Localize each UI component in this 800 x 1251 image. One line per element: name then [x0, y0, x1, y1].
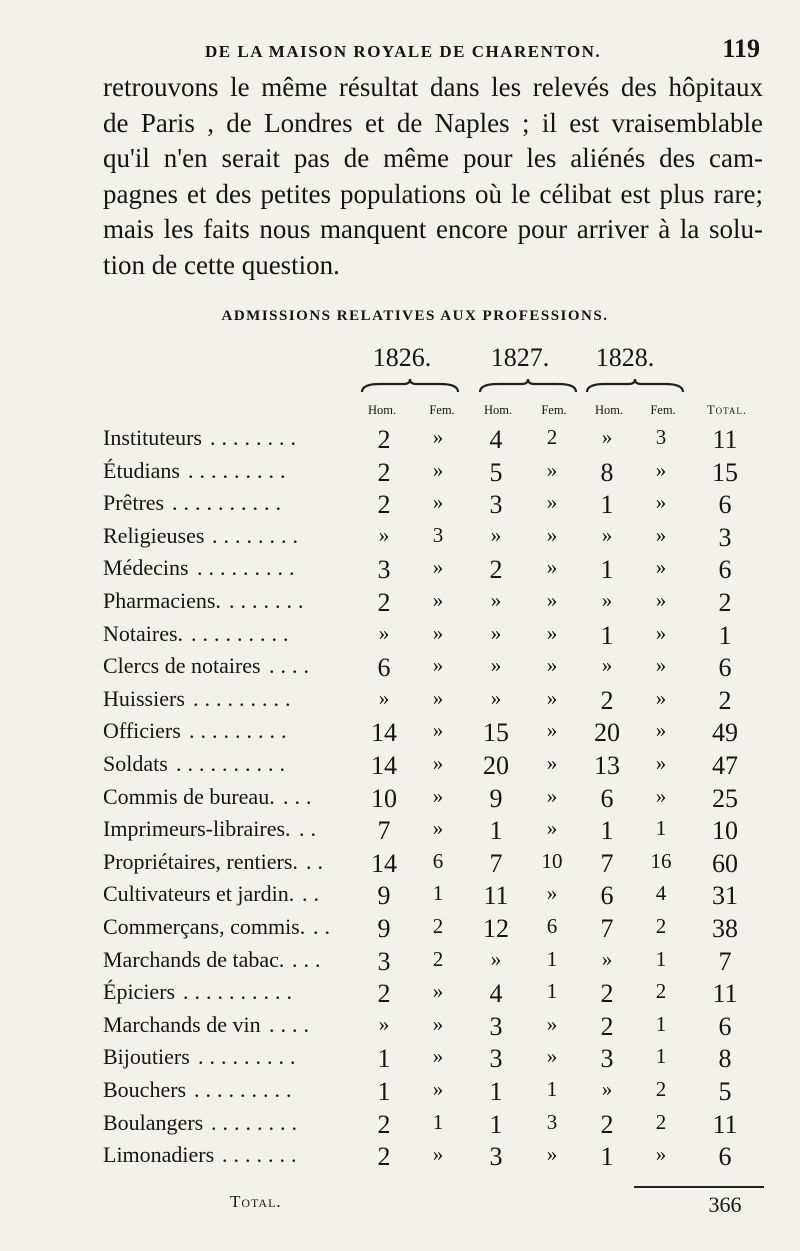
row-total-cell: 31	[712, 881, 738, 911]
table-row	[0, 784, 800, 816]
row-total-cell: 11	[712, 979, 738, 1009]
table-row	[0, 1044, 800, 1076]
table-cell: 2	[377, 457, 391, 487]
row-label: Soldats	[103, 751, 168, 776]
table-cell: 9	[377, 914, 391, 943]
total-value: 366	[708, 1192, 742, 1217]
row-label: Notaires.	[103, 620, 184, 646]
table-cell: »	[432, 588, 444, 612]
table-cell: 2	[377, 588, 391, 617]
table-cell: »	[432, 620, 444, 645]
table-cell: 1	[546, 1077, 558, 1101]
row-label: Imprimeurs-libraires.	[103, 816, 291, 842]
table-cell: 14	[371, 751, 397, 780]
row-total-cell: 11	[712, 1109, 738, 1139]
year-1827: 1827.	[490, 343, 550, 372]
table-cell: 1	[432, 881, 444, 906]
leader-dots: ........	[210, 425, 302, 450]
table-cell: »	[432, 751, 444, 775]
row-total-cell: 47	[712, 751, 738, 780]
table-cell: »	[655, 555, 667, 580]
table-cell: 3	[600, 1044, 614, 1074]
table-row	[0, 588, 800, 620]
table-row	[0, 914, 800, 946]
table-cell: »	[601, 946, 613, 971]
leader-dots: .........	[188, 457, 292, 483]
table-cell: 2	[432, 946, 444, 971]
table-row	[0, 718, 800, 750]
table-cell: »	[432, 1077, 444, 1101]
table-cell: »	[655, 718, 667, 743]
leader-dots: .......	[229, 588, 310, 613]
row-total-cell: 6	[718, 555, 732, 585]
table-cell: »	[378, 1011, 390, 1036]
column-header-total: Total.	[706, 403, 748, 417]
table-cell: 2	[377, 425, 391, 454]
table-cell: 2	[377, 1109, 391, 1139]
table-cell: »	[546, 457, 558, 482]
row-label: Limonadiers	[103, 1142, 215, 1168]
leader-dots: .........	[198, 1044, 302, 1070]
column-header: Hom.	[483, 403, 513, 417]
table-cell: »	[432, 1044, 444, 1069]
table-row	[0, 490, 800, 522]
table-cell: »	[490, 685, 502, 710]
table-cell: »	[546, 653, 558, 678]
table-cell: 1	[600, 490, 614, 520]
row-total-cell: 2	[718, 588, 732, 617]
table-row	[0, 686, 800, 718]
table-cell: 1	[655, 1011, 667, 1036]
table-cell: »	[546, 685, 558, 710]
leader-dots: ........	[211, 1109, 303, 1135]
brace-icon	[360, 378, 460, 396]
row-label: Commerçans, commis.	[103, 914, 306, 939]
table-cell: 6	[432, 848, 444, 873]
table-cell: »	[546, 1044, 558, 1069]
table-cell: 2	[377, 979, 391, 1009]
body-paragraph	[103, 70, 763, 283]
row-total-cell: 8	[718, 1044, 732, 1074]
table-cell: 1	[655, 816, 667, 841]
row-label: Prêtres	[103, 490, 165, 516]
table-row	[0, 947, 800, 979]
table-title: ADMISSIONS RELATIVES AUX PROFESSIONS.	[221, 308, 609, 324]
paragraph-line: tion de cette question.	[103, 249, 340, 280]
row-label: Propriétaires, rentiers.	[103, 848, 298, 874]
table-cell: 1	[546, 946, 558, 971]
table-cell: »	[546, 751, 558, 775]
table-cell: »	[432, 816, 444, 841]
row-label: Boulangers	[103, 1109, 204, 1135]
table-cell: 14	[371, 848, 397, 878]
table-cell: »	[490, 946, 502, 971]
leader-dots: ..	[299, 816, 322, 842]
table-row	[0, 849, 800, 881]
table-cell: 15	[483, 718, 509, 748]
table-cell: 2	[655, 979, 667, 1004]
table-cell: »	[546, 718, 558, 743]
table-cell: »	[601, 522, 613, 547]
table-cell: 3	[432, 522, 444, 547]
table-cell: 2	[377, 1142, 391, 1172]
table-cell: 1	[600, 620, 614, 650]
table-cell: »	[655, 685, 667, 710]
row-total-cell: 6	[718, 1142, 732, 1172]
table-row	[0, 881, 800, 913]
table-cell: »	[655, 653, 667, 678]
table-cell: 4	[489, 979, 503, 1009]
table-row	[0, 523, 800, 555]
table-cell: 1	[600, 1142, 614, 1172]
table-row	[0, 458, 800, 490]
leader-dots: ..	[302, 881, 325, 907]
table-cell: »	[655, 1142, 667, 1167]
year-1826: 1826.	[372, 343, 432, 372]
table-row	[0, 1142, 800, 1174]
table-cell: 3	[489, 1142, 503, 1172]
column-header: Fem.	[541, 403, 567, 417]
table-cell: 3	[655, 425, 667, 449]
table-cell: »	[432, 1011, 444, 1036]
table-cell: 2	[377, 490, 391, 520]
leader-dots: ..	[306, 848, 329, 874]
leader-dots: .........	[189, 718, 293, 744]
leader-dots: .........	[194, 1077, 298, 1102]
leader-dots: .......	[222, 1142, 303, 1168]
table-cell: »	[655, 620, 667, 645]
table-cell: »	[601, 1077, 613, 1101]
table-cell: »	[546, 1011, 558, 1036]
table-cell: 2	[655, 914, 667, 938]
table-cell: 7	[489, 848, 503, 878]
row-total-cell: 6	[718, 653, 732, 683]
table-cell: »	[655, 783, 667, 808]
table-cell: 7	[600, 914, 614, 943]
row-label: Officiers	[103, 718, 181, 744]
row-total-cell: 38	[712, 914, 738, 943]
row-label: Bouchers	[103, 1077, 187, 1102]
table-cell: »	[655, 457, 667, 482]
row-total-cell: 60	[712, 848, 738, 878]
row-total-cell: 10	[712, 816, 738, 846]
total-label: Total.	[230, 1192, 282, 1211]
table-cell: 1	[600, 555, 614, 585]
row-total-cell: 15	[712, 457, 738, 487]
table-row	[0, 653, 800, 685]
table-cell: 1	[377, 1044, 391, 1074]
table-cell: »	[378, 620, 390, 645]
table-cell: 13	[594, 751, 620, 780]
leader-dots: .........	[193, 685, 297, 711]
table-cell: »	[601, 653, 613, 678]
table-row	[0, 979, 800, 1011]
row-total-cell: 2	[718, 685, 732, 715]
table-cell: 2	[655, 1077, 667, 1101]
table-cell: »	[490, 653, 502, 678]
table-cell: »	[490, 588, 502, 612]
table-cell: »	[490, 522, 502, 547]
column-header: Fem.	[429, 403, 455, 417]
table-cell: 6	[600, 783, 614, 813]
row-label: Marchands de vin	[103, 1011, 261, 1037]
row-total-cell: 49	[712, 718, 738, 748]
table-cell: »	[432, 979, 444, 1004]
table-cell: 16	[650, 848, 672, 873]
table-cell: 3	[489, 1011, 503, 1041]
table-cell: 4	[655, 881, 667, 906]
table-cell: 9	[489, 783, 503, 813]
year-1828: 1828.	[595, 343, 655, 372]
table-cell: »	[546, 555, 558, 580]
row-total-cell: 6	[718, 490, 732, 520]
paragraph-line: retrouvons le même résultat dans les relevés des hôpitaux	[103, 72, 763, 102]
table-cell: 12	[483, 914, 509, 943]
leader-dots: ...	[283, 783, 318, 809]
table-cell: 2	[600, 1011, 614, 1041]
page-number: 119	[722, 34, 760, 63]
table-cell: 20	[594, 718, 620, 748]
row-label: Clercs de notaires	[103, 653, 261, 679]
table-cell: 14	[371, 718, 397, 748]
row-label: Bijoutiers	[103, 1044, 190, 1070]
table-cell: »	[546, 783, 558, 808]
table-cell: 20	[483, 751, 509, 780]
table-row	[0, 816, 800, 848]
total-row	[0, 1192, 800, 1224]
table-cell: 11	[483, 881, 509, 911]
table-cell: 2	[600, 1109, 614, 1139]
row-total-cell: 5	[718, 1077, 732, 1106]
table-cell: 7	[377, 816, 391, 846]
table-cell: 1	[489, 816, 503, 846]
table-cell: »	[655, 588, 667, 612]
row-label: Commis de bureau.	[103, 783, 275, 809]
table-cell: 1	[489, 1109, 503, 1139]
table-cell: »	[655, 522, 667, 547]
row-total-cell: 3	[718, 522, 732, 552]
table-cell: »	[546, 816, 558, 841]
table-row	[0, 751, 800, 783]
leader-dots: .........	[191, 620, 295, 646]
total-rule	[634, 1186, 764, 1188]
paragraph-line: pagnes et des petites populations où le célibat est plus rare;	[103, 178, 763, 209]
table-cell: »	[601, 425, 613, 449]
table-cell: 5	[489, 457, 503, 487]
table-cell: »	[378, 522, 390, 547]
row-label: Médecins	[103, 555, 189, 581]
leader-dots: ....	[269, 653, 315, 679]
table-cell: 2	[489, 555, 503, 585]
table-cell: 10	[371, 783, 397, 813]
paragraph-line: de Paris , de Londres et de Naples ; il est vraisemblable	[103, 107, 763, 138]
row-label: Religieuses	[103, 522, 205, 548]
table-cell: »	[432, 555, 444, 580]
table-cell: 6	[600, 881, 614, 911]
table-cell: 1	[655, 1044, 667, 1069]
table-cell: 2	[655, 1109, 667, 1134]
table-cell: »	[432, 1142, 444, 1167]
row-label: Cultivateurs et jardin.	[103, 881, 295, 907]
table-row	[0, 425, 800, 457]
row-total-cell: 6	[718, 1011, 732, 1041]
table-row	[0, 1012, 800, 1044]
table-cell: »	[432, 718, 444, 743]
table-row	[0, 555, 800, 587]
table-cell: »	[432, 653, 444, 678]
table-cell: 3	[546, 1109, 558, 1134]
table-cell: »	[655, 490, 667, 515]
table-cell: »	[432, 425, 444, 449]
table-cell: 6	[377, 653, 391, 683]
table-cell: 2	[432, 914, 444, 938]
row-total-cell: 25	[712, 783, 738, 813]
leader-dots: ..........	[183, 979, 298, 1005]
table-row	[0, 621, 800, 653]
table-cell: 3	[377, 946, 391, 976]
table-cell: 6	[546, 914, 558, 938]
row-total-cell: 1	[718, 620, 732, 650]
table-cell: »	[601, 588, 613, 612]
table-cell: 1	[432, 1109, 444, 1134]
table-row	[0, 1077, 800, 1109]
paragraph-line: qu'il n'en serait pas de même pour les aliénés des cam-	[103, 143, 763, 173]
row-label: Instituteurs	[103, 425, 202, 450]
table-cell: 9	[377, 881, 391, 911]
leader-dots: ...	[292, 946, 327, 972]
table-cell: 3	[489, 490, 503, 520]
leader-dots: ....	[269, 1011, 315, 1037]
table-cell: 1	[377, 1077, 391, 1106]
row-total-cell: 7	[718, 946, 732, 976]
row-label: Marchands de tabac.	[103, 946, 285, 972]
table-cell: 1	[655, 946, 667, 971]
running-title: DE LA MAISON ROYALE DE CHARENTON.	[205, 42, 602, 61]
row-label: Étudians	[103, 457, 180, 483]
table-cell: »	[655, 751, 667, 775]
row-label: Huissiers	[103, 685, 185, 711]
column-header: Hom.	[594, 403, 624, 417]
table-cell: 3	[377, 555, 391, 585]
brace-icon	[478, 378, 578, 396]
leader-dots: ..........	[176, 751, 291, 776]
table-cell: »	[546, 881, 558, 906]
table-cell: »	[546, 1142, 558, 1167]
table-cell: 2	[600, 979, 614, 1009]
row-label: Pharmaciens.	[103, 588, 221, 613]
table-cell: 1	[489, 1077, 503, 1106]
table-row	[0, 1110, 800, 1142]
table-cell: »	[432, 490, 444, 515]
column-header: Hom.	[367, 403, 397, 417]
table-cell: 2	[600, 685, 614, 715]
table-cell: »	[490, 620, 502, 645]
table-cell: 2	[546, 425, 558, 449]
column-header: Fem.	[650, 403, 676, 417]
table-cell: 7	[600, 848, 614, 878]
page-header	[205, 34, 760, 64]
table-cell: »	[432, 457, 444, 482]
paragraph-line: mais les faits nous manquent encore pour arriver à la solu-	[103, 214, 763, 244]
table-cell: »	[546, 490, 558, 515]
table-cell: 8	[600, 457, 614, 487]
table-cell: 4	[489, 425, 503, 454]
row-label: Épiciers	[103, 979, 176, 1005]
leader-dots: .........	[197, 555, 301, 581]
table-cell: 3	[489, 1044, 503, 1074]
table-cell: »	[432, 783, 444, 808]
table-cell: 10	[541, 848, 563, 873]
table-cell: »	[378, 685, 390, 710]
table-cell: »	[546, 522, 558, 547]
table-cell: 1	[546, 979, 558, 1004]
table-cell: »	[546, 620, 558, 645]
leader-dots: ..	[313, 914, 336, 939]
row-total-cell: 11	[712, 425, 738, 454]
table-cell: »	[432, 685, 444, 710]
brace-icon	[585, 378, 685, 396]
table-cell: »	[546, 588, 558, 612]
leader-dots: ..........	[172, 490, 287, 516]
leader-dots: ........	[212, 522, 304, 548]
table-cell: 1	[600, 816, 614, 846]
